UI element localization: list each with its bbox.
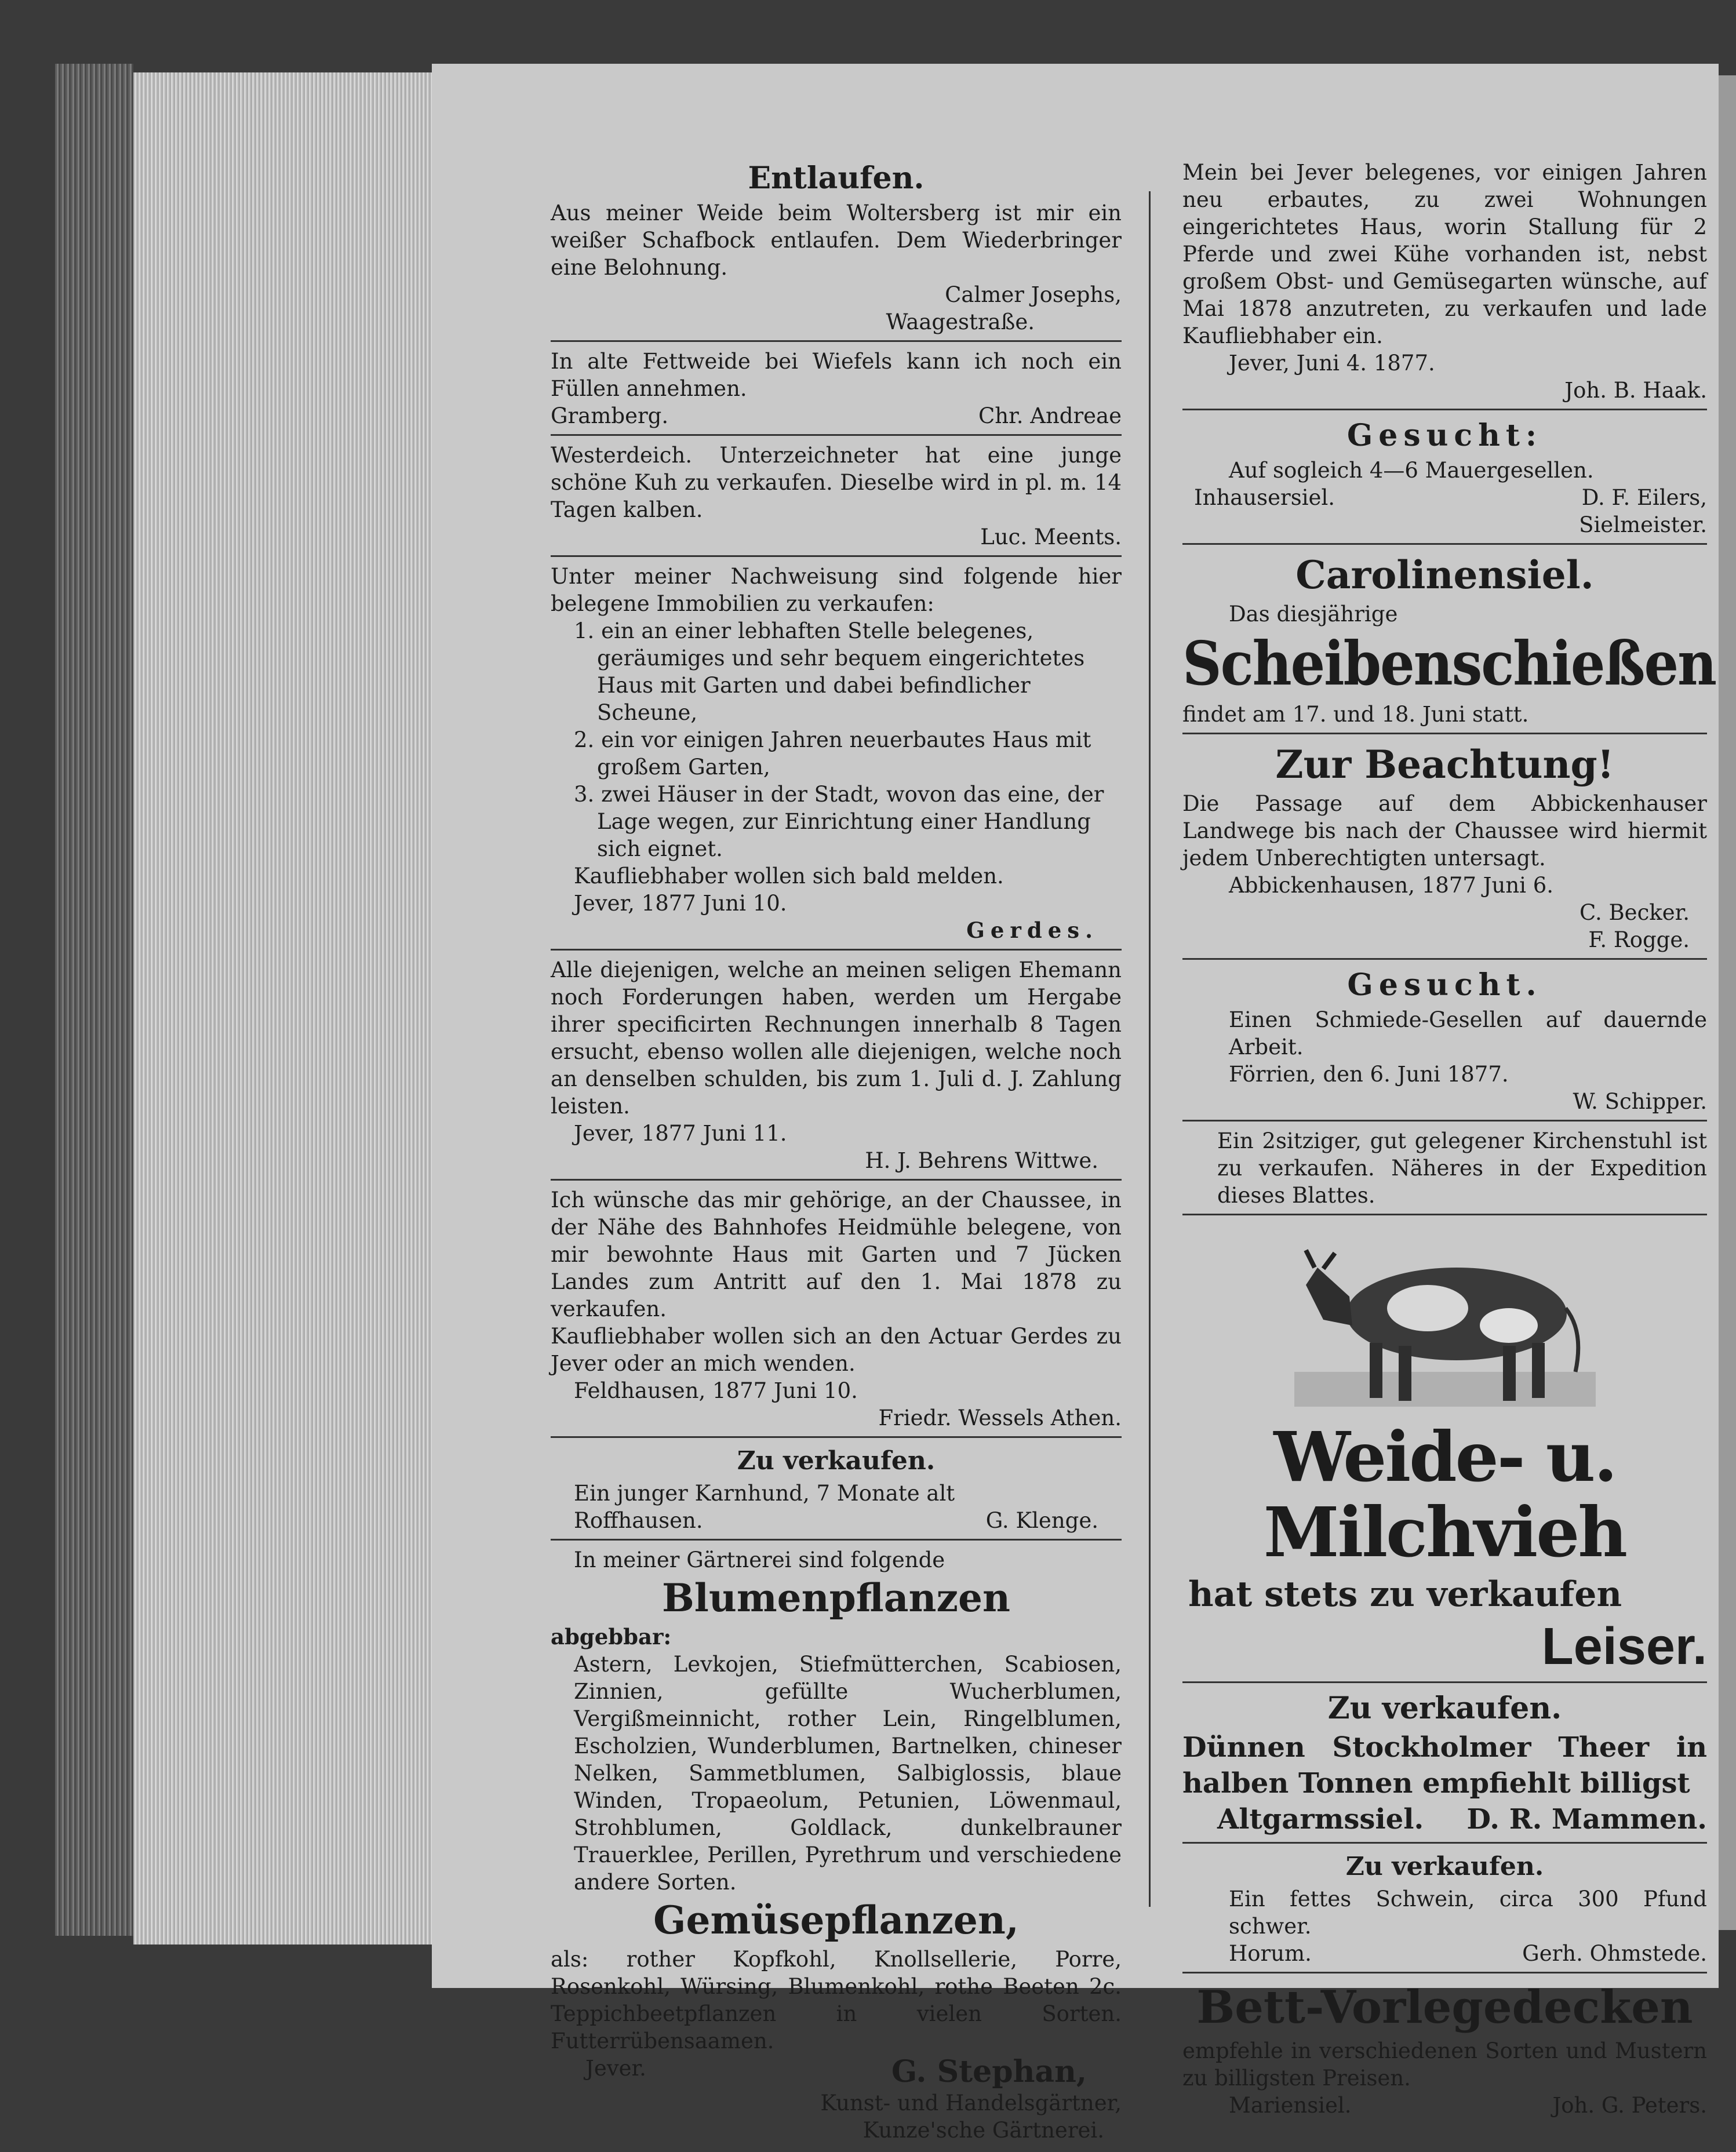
ad-karnhund bbox=[551, 1441, 1122, 1541]
ad-intro: Unter meiner Nachweisung sind folgende hier belegene Immobilien zu verkaufen: bbox=[551, 564, 1122, 616]
ad-text: Ein fettes Schwein, circa 300 Pfund schwer. bbox=[1229, 1887, 1707, 1939]
ad-schwein bbox=[1182, 1847, 1707, 1973]
ad-signer: Joh. G. Peters. bbox=[1552, 2093, 1707, 2118]
ad-signer-role: Sielmeister. bbox=[1579, 512, 1707, 537]
ad-place: Horum. bbox=[1229, 1941, 1312, 1966]
ad-milchvieh bbox=[1182, 1219, 1707, 1683]
ad-text: Ein junger Karnhund, 7 Monate alt bbox=[574, 1481, 955, 1506]
ad-heidmuehle bbox=[551, 1184, 1122, 1438]
ad-gaertnerei bbox=[551, 1544, 1122, 2149]
ad-event: Scheibenschießen bbox=[1182, 628, 1716, 699]
ad-vorlege bbox=[1182, 1977, 1707, 2124]
ad-signer: Luc. Meents. bbox=[980, 525, 1122, 549]
ad-schmied bbox=[1182, 963, 1707, 1121]
ad-footer bbox=[1182, 484, 1707, 511]
ad-beachtung bbox=[1182, 738, 1707, 960]
ad-title: Gesucht. bbox=[1347, 967, 1542, 1003]
ad-text-2: Kaufliebhaber wollen sich an den Actuar Gerdes zu Jever oder an mich wenden. bbox=[551, 1324, 1122, 1376]
ad-text: Einen Schmiede-Gesellen auf dauernde Arbeit. bbox=[1229, 1007, 1707, 1059]
ad-intro: In meiner Gärtnerei sind folgende bbox=[574, 1547, 945, 1572]
ad-signer: C. Becker. bbox=[1579, 900, 1690, 925]
ad-footer bbox=[551, 1507, 1122, 1534]
ad-item: 1. ein an einer lebhaften Stelle belegenes, geräumiges und sehr bequem eingerichtetes Haus mit Garten und dabei befindlicher Scheune, bbox=[574, 618, 1085, 725]
ad-intro: Das diesjährige bbox=[1229, 602, 1398, 627]
ad-text: empfehle in verschiedenen Sorten und Mustern zu billigsten Preisen. bbox=[1182, 2038, 1707, 2091]
ad-carolinensiel bbox=[1182, 548, 1716, 734]
ad-signer: Gerdes. bbox=[966, 917, 1098, 943]
left-column bbox=[551, 156, 1122, 2152]
ad-signer: Joh. B. Haak. bbox=[1564, 378, 1707, 403]
ad-place: Altgarmssiel. bbox=[1217, 1803, 1424, 1836]
ad-footer bbox=[1182, 1801, 1707, 1837]
ad-text: Ein 2sitziger, gut gelegener Kirchenstuhl ist zu verkaufen. Näheres in der Expedition dieses Blattes. bbox=[1217, 1128, 1707, 1208]
ad-footer bbox=[1182, 1940, 1707, 1967]
ad-title: Zu verkaufen. bbox=[1327, 1691, 1562, 1726]
ad-signer: Gerh. Ohmstede. bbox=[1522, 1941, 1707, 1966]
ad-date: Jever, Juni 4. 1877. bbox=[1229, 351, 1435, 376]
ad-place: Inhausersiel. bbox=[1194, 485, 1335, 510]
ad-text: Ich wünsche das mir gehörige, an der Chaussee, in der Nähe des Bahnhofes Heidmühle belegene, von mir bewohnte Haus mit Garten und 7 Jücken Landes zum Antritt auf den 1. Mai 1878 zu verkaufen. bbox=[551, 1188, 1122, 1321]
ad-signer-role: Kunst- und Handelsgärtner, bbox=[820, 2091, 1122, 2115]
ad-signer: Chr. Andreae bbox=[978, 403, 1122, 428]
ad-signer: H. J. Behrens Wittwe. bbox=[865, 1148, 1098, 1173]
ad-maurer bbox=[1182, 414, 1707, 545]
cow-icon bbox=[1283, 1227, 1607, 1418]
ad-theer bbox=[1182, 1687, 1707, 1844]
ad-text: In alte Fettweide bei Wiefels kann ich noch ein Füllen annehmen. bbox=[551, 349, 1122, 401]
ad-footer bbox=[551, 2055, 1122, 2089]
ad-place: Roffhausen. bbox=[574, 1508, 703, 1533]
ad-text: findet am 17. und 18. Juni statt. bbox=[1182, 702, 1529, 727]
ad-signer: Friedr. Wessels Athen. bbox=[878, 1405, 1122, 1430]
ad-text: hat stets zu verkaufen bbox=[1188, 1574, 1622, 1615]
ad-title: Bett-Vorlegedecken bbox=[1196, 1981, 1693, 2034]
ad-text: Auf sogleich 4—6 Mauergesellen. bbox=[1229, 458, 1594, 483]
ad-signer: G. Stephan, bbox=[891, 2054, 1087, 2089]
ad-date: Abbickenhausen, 1877 Juni 6. bbox=[1229, 873, 1554, 898]
ad-date: Jever, 1877 Juni 11. bbox=[574, 1121, 787, 1146]
ad-text: Mein bei Jever belegenes, vor einigen Jahren neu erbautes, zu zwei Wohnungen eingerichtetes Haus, worin Stallung für 2 Pferde und zwei Kühe vorhanden ist, nebst großem Obst- und Gemüsegarten wünsche, auf Mai 1878 anzutreten, zu verkaufen und lade Kaufliebhaber ein. bbox=[1182, 160, 1707, 348]
column-divider bbox=[1149, 191, 1151, 1907]
ad-title: Carolinensiel. bbox=[1295, 552, 1594, 598]
ad-signer: W. Schipper. bbox=[1573, 1089, 1707, 1114]
ad-immobilien bbox=[551, 560, 1122, 951]
right-column bbox=[1182, 156, 1716, 2127]
ad-text: Westerdeich. Unterzeichneter hat eine junge schöne Kuh zu verkaufen. Dieselbe wird in pl. m. 14 Tagen kalben. bbox=[551, 443, 1122, 522]
ad-title: Zur Beachtung! bbox=[1275, 742, 1614, 787]
ad-haus bbox=[1182, 156, 1707, 410]
ad-signer: D. F. Eilers, bbox=[1581, 485, 1707, 510]
ad-text: Die Passage auf dem Abbickenhauser Landwege bis nach der Chaussee wird hiermit jedem Unberechtigten untersagt. bbox=[1182, 791, 1707, 871]
ad-place: Gramberg. bbox=[551, 403, 669, 428]
ad-closing: Kaufliebhaber wollen sich bald melden. bbox=[574, 864, 1004, 889]
ad-signer: D. R. Mammen. bbox=[1466, 1803, 1707, 1836]
ad-text: Alle diejenigen, welche an meinen seligen Ehemann noch Forderungen haben, werden um Hergabe ihrer specificirten Rechnungen innerhalb 8 Tagen ersucht, ebenso wollen alle diejenigen, welche noch an denselben schulden, bis zum 1. Juli d. J. Zahlung leisten. bbox=[551, 957, 1122, 1119]
ad-title-vegetables: Gemüsepflanzen, bbox=[653, 1898, 1019, 1943]
ad-footer bbox=[1182, 2092, 1707, 2119]
ad-item: 3. zwei Häuser in der Stadt, wovon das eine, der Lage wegen, zur Einrichtung einer Handlung sich eignet. bbox=[574, 782, 1104, 861]
book-spine bbox=[55, 64, 133, 1936]
ad-title-flowers: Blumenpflanzen bbox=[662, 1575, 1010, 1621]
ad-place: Jever. bbox=[585, 2056, 646, 2081]
ad-subtitle: abgebbar: bbox=[551, 1624, 672, 1649]
ad-date: Förrien, den 6. Juni 1877. bbox=[1229, 1062, 1509, 1087]
ad-flower-list: Astern, Levkojen, Stiefmütterchen, Scabiosen, Zinnien, gefüllte Wucherblumen, Vergißmeinnicht, rother Lein, Ringelblumen, Escholzien, Wunderblumen, Bartnelken, chineser Nelken, Sammetblumen, Salbiglossis, blaue Winden, Tropaeolum, Petunien, Löwenmaul, Strohblumen, Goldlack, dunkelbrauner Trauerklee, Perillen, Pyrethrum und verschiedene andere Sorten. bbox=[574, 1652, 1122, 1895]
ad-footer bbox=[551, 402, 1122, 429]
facing-page-edge bbox=[1719, 75, 1736, 1930]
ad-text: Dünnen Stockholmer Theer in halben Tonnen empfiehlt billigst bbox=[1182, 1731, 1707, 1800]
ad-signer: Calmer Josephs, bbox=[945, 282, 1122, 307]
ad-signer: Leiser. bbox=[1541, 1618, 1707, 1676]
ad-signer-address: Waagestraße. bbox=[886, 309, 1035, 334]
ad-behrens bbox=[551, 954, 1122, 1181]
ad-title: Entlaufen. bbox=[748, 161, 925, 196]
ad-title: Zu verkaufen. bbox=[737, 1446, 936, 1476]
ad-date: Feldhausen, 1877 Juni 10. bbox=[574, 1378, 858, 1403]
ad-place: Mariensiel. bbox=[1229, 2093, 1352, 2118]
ad-text: Aus meiner Weide beim Woltersberg ist mir ein weißer Schafbock entlaufen. Dem Wiederbringer eine Belohnung. bbox=[551, 201, 1122, 280]
ad-date: Jever, 1877 Juni 10. bbox=[574, 891, 787, 916]
ad-title: Weide- u. Milchvieh bbox=[1263, 1417, 1626, 1572]
ad-title: Zu verkaufen. bbox=[1345, 1852, 1544, 1881]
ad-item: 2. ein vor einigen Jahren neuerbautes Haus mit großem Garten, bbox=[574, 727, 1091, 780]
ad-signer: F. Rogge. bbox=[1588, 927, 1690, 952]
ad-westerdeich bbox=[551, 439, 1122, 557]
ad-title: Gesucht: bbox=[1346, 418, 1543, 453]
ad-kirchenstuhl bbox=[1182, 1125, 1707, 1215]
ad-fettweide bbox=[551, 345, 1122, 436]
ad-signer-role: Kunze'sche Gärtnerei. bbox=[862, 2118, 1104, 2143]
ad-entlaufen bbox=[551, 156, 1122, 342]
ad-vegetable-list: als: rother Kopfkohl, Knollsellerie, Porre, Rosenkohl, Würsing, Blumenkohl, rothe Beeten 2c. Teppichbeetpflanzen in vielen Sorten. Futterrübensaamen. bbox=[551, 1947, 1122, 2053]
page-edges bbox=[133, 72, 435, 1945]
ad-signer: G. Klenge. bbox=[985, 1508, 1098, 1533]
